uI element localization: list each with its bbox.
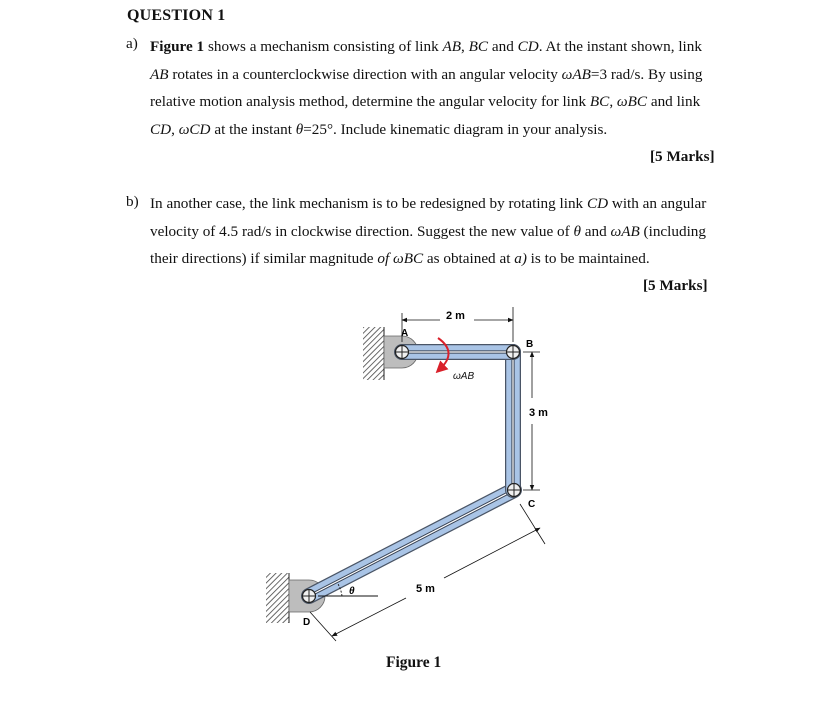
theta-label: θ [349, 586, 355, 597]
point-b-label: B [526, 339, 534, 350]
link-cd [309, 490, 514, 596]
omega-ab-label: ωAB [453, 371, 475, 382]
part-b-marks: [5 Marks] [643, 277, 708, 294]
part-b-line-2: velocity of 4.5 rad/s in clockwise direction. Suggest the new value of θ and ωAB (including [150, 222, 706, 240]
point-d-label: D [303, 617, 311, 628]
dim-cd-label: 5 m [416, 583, 435, 595]
pin-a [396, 346, 409, 359]
part-a-label: a) [126, 35, 138, 52]
pin-b [507, 346, 520, 359]
figure-ref: Figure 1 [150, 38, 205, 55]
part-a-line-4: CD, ωCD at the instant θ=25°. Include kinematic diagram in your analysis. [150, 120, 608, 138]
pin-c [508, 484, 521, 497]
part-a-marks: [5 Marks] [650, 148, 715, 165]
part-b-line-1: In another case, the link mechanism is to be redesigned by rotating link CD with an angular [150, 195, 707, 212]
part-a-line-1: Figure 1 shows a mechanism consisting of link AB, BC and CD. At the instant shown, link [150, 38, 702, 55]
dim-ab-label: 2 m [446, 310, 465, 322]
part-b-label: b) [126, 193, 139, 210]
pin-d [303, 590, 316, 603]
part-b-line-3: their directions) if similar magnitude of ωBC as obtained at a) is to be maintained. [150, 250, 650, 267]
figure-caption: Figure 1 [386, 654, 442, 671]
point-c-label: C [528, 499, 536, 510]
point-a-label: A [401, 328, 409, 339]
dimension-bc [523, 352, 540, 490]
part-a-line-2: AB rotates in a counterclockwise direction with an angular velocity ωAB=3 rad/s. By using [150, 65, 703, 83]
question-title: QUESTION 1 [127, 7, 226, 24]
dim-bc-label: 3 m [529, 407, 548, 419]
part-a-line-3: relative motion analysis method, determine the angular velocity for link BC, ωBC and link [150, 93, 701, 110]
